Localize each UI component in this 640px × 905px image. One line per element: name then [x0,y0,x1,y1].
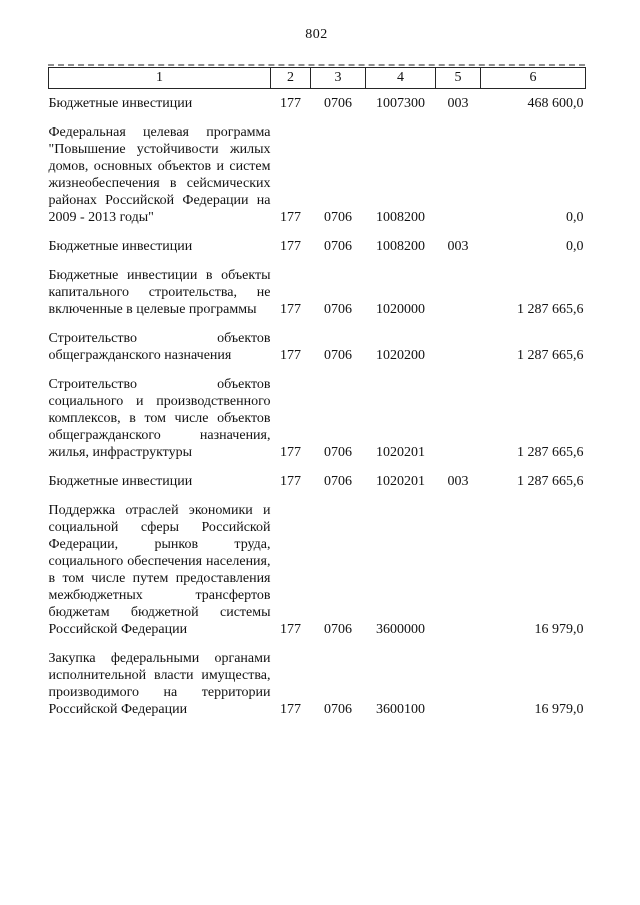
cell-expense-type [436,638,481,718]
cell-section-code: 0706 [324,210,352,225]
cell-item-name: Бюджетные инвестиции [48,239,193,254]
cell-expense-type: 003 [447,474,469,489]
cell-expense-type [436,490,481,638]
cell-target-article: 3600100 [376,702,425,717]
cell-chief-code: 177 [280,702,301,717]
cell-chief-code: 177 [280,445,301,460]
column-header-6: 6 [481,68,586,89]
cell-item-name: Закупка федеральными органами исполнительной власти имущества, производимого на территории Российской Федерации [48,651,271,717]
table-row [49,490,586,638]
budget-table-wrapper [48,67,585,718]
cell-expense-type [436,318,481,364]
cell-amount: 1 287 665,6 [517,302,584,317]
cell-amount: 468 600,0 [527,96,584,111]
table-row [49,112,586,226]
cell-section-code: 0706 [324,239,352,254]
cell-amount: 1 287 665,6 [517,474,584,489]
cell-section-code: 0706 [324,445,352,460]
table-row [49,638,586,718]
cell-chief-code: 177 [280,210,301,225]
cell-chief-code: 177 [280,302,301,317]
cell-item-name: Поддержка отраслей экономики и социальной сферы Российской Федерации, рынков труда, социального обеспечения населения, в том числе путем предоставления межбюджетных трансфертов бюджетам бюджетной системы Российской Федерации [48,503,271,637]
budget-table [48,67,586,718]
cell-expense-type: 003 [447,239,469,254]
cell-expense-type [436,112,481,226]
cell-chief-code: 177 [280,474,301,489]
cell-amount: 1 287 665,6 [517,445,584,460]
column-header-4: 4 [366,68,436,89]
cell-item-name: Бюджетные инвестиции в объекты капитального строительства, не включенные в целевые программы [48,268,271,317]
page-content [48,25,585,718]
cell-section-code: 0706 [324,96,352,111]
cell-target-article: 3600000 [376,622,425,637]
cell-item-name: Бюджетные инвестиции [48,474,193,489]
cell-target-article: 1008200 [376,239,425,254]
cell-target-article: 1020201 [376,474,425,489]
table-header-row [49,68,586,89]
cell-amount: 16 979,0 [534,622,584,637]
cell-chief-code: 177 [280,622,301,637]
table-row [49,461,586,490]
cell-target-article: 1020201 [376,445,425,460]
column-header-5: 5 [436,68,481,89]
cell-item-name: Строительство объектов социального и производственного комплексов, в том числе объектов общегражданского назначения, жилья, инфраструктуры [48,377,271,460]
table-row [49,89,586,113]
cell-chief-code: 177 [280,348,301,363]
cell-target-article: 1008200 [376,210,425,225]
column-header-3: 3 [311,68,366,89]
table-body [49,89,586,719]
table-row [49,318,586,364]
cell-amount: 1 287 665,6 [517,348,584,363]
cell-expense-type [436,364,481,461]
cell-section-code: 0706 [324,702,352,717]
cell-chief-code: 177 [280,96,301,111]
cell-target-article: 1007300 [376,96,425,111]
cell-target-article: 1020200 [376,348,425,363]
cell-item-name: Строительство объектов общегражданского назначения [48,331,271,363]
column-header-2: 2 [271,68,311,89]
cell-item-name: Федеральная целевая программа "Повышение устойчивости жилых домов, основных объектов и систем жизнеобеспечения в сейсмических районах Российской Федерации на 2009 - 2013 годы" [48,125,271,225]
table-row [49,364,586,461]
page-number: 802 [305,27,328,42]
cell-target-article: 1020000 [376,302,425,317]
cell-section-code: 0706 [324,348,352,363]
cell-amount: 0,0 [566,210,584,225]
table-row [49,226,586,255]
cell-expense-type: 003 [447,96,469,111]
cell-amount: 16 979,0 [534,702,584,717]
cell-item-name: Бюджетные инвестиции [48,96,193,111]
column-header-1: 1 [49,68,271,89]
cell-section-code: 0706 [324,474,352,489]
table-row [49,255,586,318]
cell-chief-code: 177 [280,239,301,254]
cell-amount: 0,0 [566,239,584,254]
cell-expense-type [436,255,481,318]
cell-section-code: 0706 [324,302,352,317]
cell-section-code: 0706 [324,622,352,637]
